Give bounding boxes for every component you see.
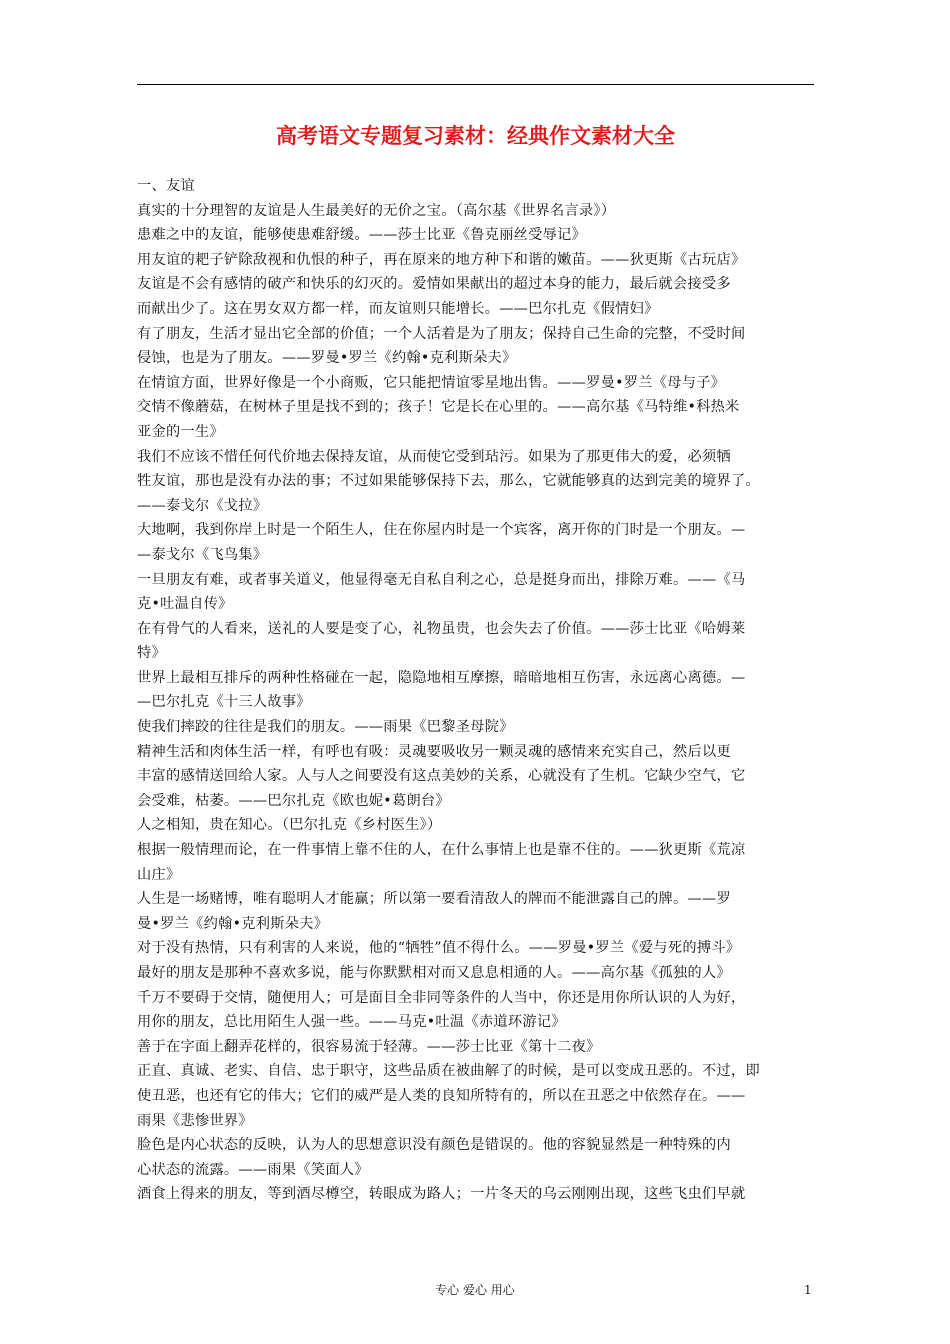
text-line: 在情谊方面，世界好像是一个小商贩，它只能把情谊零星地出售。——罗曼•罗兰《母与子》 <box>137 374 726 391</box>
text-line: 正直、真诚、老实、自信、忠于职守，这些品质在被曲解了的时候，是可以变成丑恶的。不过，即 <box>137 1063 760 1080</box>
header-rule <box>137 84 814 85</box>
footer-motto: 专心 爱心 用心 <box>435 1283 515 1297</box>
text-line: 有了朋友，生活才显出它全部的价值；一个人活着是为了朋友；保持自己生命的完整，不受时间 <box>137 325 746 342</box>
text-line: 脸色是内心状态的反映，认为人的思想意识没有颜色是错误的。他的容貌显然是一种特殊的内 <box>137 1137 731 1154</box>
text-line: 交情不像蘑菇，在树林子里是找不到的；孩子！它是长在心里的。——高尔基《马特维•科热米 <box>137 399 740 416</box>
text-line: 亚金的一生》 <box>137 423 224 440</box>
text-line: 对于没有热情，只有利害的人来说，他的“牺牲”值不得什么。——罗曼•罗兰《爱与死的搏斗》 <box>137 940 741 957</box>
text-line: 用友谊的耙子铲除敌视和仇恨的种子，再在原来的地方种下和谐的嫩苗。——狄更斯《古玩店》 <box>137 251 746 268</box>
text-line: 而献出少了。这在男女双方都一样，而友谊则只能增长。——巴尔扎克《假情妇》 <box>137 300 659 317</box>
text-line: 最好的朋友是那种不喜欢多说，能与你默默相对而又息息相通的人。——高尔基《孤独的人》 <box>137 965 731 981</box>
text-line: 会受难，枯萎。——巴尔扎克《欧也妮•葛朗台》 <box>137 792 450 809</box>
text-line: 千万不要碍于交情，随便用人；可是面目全非同等条件的人当中，你还是用你所认识的人为好， <box>137 989 746 1006</box>
text-line: 世界上最相互排斥的两种性格碰在一起，隐隐地相互摩擦，暗暗地相互伤害，永远离心离德。— <box>137 669 746 686</box>
text-line: 侵蚀，也是为了朋友。——罗曼•罗兰《约翰•克利斯朵夫》 <box>137 350 517 367</box>
text-line: 使我们摔跤的往往是我们的朋友。——雨果《巴黎圣母院》 <box>137 719 514 736</box>
text-line: 善于在字面上翻弄花样的，很容易流于轻薄。——莎士比亚《第十二夜》 <box>137 1038 601 1055</box>
text-line: 大地啊，我到你岸上时是一个陌生人，住在你屋内时是一个宾客，离开你的门时是一个朋友。— <box>137 522 746 539</box>
text-line: 我们不应该不惜任何代价地去保持友谊，从而使它受到玷污。如果为了那更伟大的爱，必须牺 <box>137 448 731 465</box>
text-line: 雨果《悲惨世界》 <box>137 1112 253 1129</box>
text-line: 人之相知，贵在知心。（巴尔扎克《乡村医生》） <box>137 817 442 834</box>
text-line: 酒食上得来的朋友，等到酒尽樽空，转眼成为路人；一片冬天的乌云刚刚出现，这些飞虫们早就 <box>137 1186 746 1203</box>
text-line: 山庄》 <box>137 866 181 883</box>
document-title: 高考语文专题复习素材：经典作文素材大全 <box>276 124 675 148</box>
text-line: 一旦朋友有难，或者事关道义，他显得毫无自私自利之心，总是挺身而出，排除万难。——《马 <box>137 571 746 588</box>
text-line: 心状态的流露。——雨果《笑面人》 <box>137 1161 369 1178</box>
text-line: 特》 <box>137 645 166 662</box>
text-line: 人生是一场赌博，唯有聪明人才能赢；所以第一要看清敌人的牌而不能泄露自己的牌。——罗 <box>137 891 731 908</box>
text-line: 用你的朋友，总比用陌生人强一些。——马克•吐温《赤道环游记》 <box>137 1014 566 1031</box>
text-line: ——泰戈尔《戈拉》 <box>137 497 268 514</box>
page-number: 1 <box>804 1283 812 1297</box>
text-line: 克•吐温自传》 <box>137 596 233 613</box>
text-line: 友谊是不会有感情的破产和快乐的幻灭的。爱情如果献出的超过本身的能力，最后就会接受多 <box>137 276 731 293</box>
page-footer <box>0 1280 950 1300</box>
document-body <box>137 174 819 1207</box>
text-line: 使丑恶，也还有它的伟大；它们的威严是人类的良知所特有的，所以在丑恶之中依然存在。—— <box>137 1087 746 1104</box>
text-line: 曼•罗兰《约翰•克利斯朵夫》 <box>137 915 329 932</box>
text-line: 真实的十分理智的友谊是人生最美好的无价之宝。（高尔基《世界名言录》） <box>137 202 616 219</box>
text-line: 根据一般情理而论，在一件事情上靠不住的人，在什么事情上也是靠不住的。——狄更斯《荒凉 <box>137 842 746 859</box>
text-line: 丰富的感情送回给人家。人与人之间要没有这点美妙的关系，心就没有了生机。它缺少空气，它 <box>137 768 746 785</box>
text-line: 牲友谊，那也是没有办法的事；不过如果能够保持下去，那么，它就能够真的达到完美的境界了。 <box>137 473 760 490</box>
text-line: —泰戈尔《飞鸟集》 <box>137 546 268 563</box>
text-line: 患难之中的友谊，能够使患难舒缓。——莎士比亚《鲁克丽丝受辱记》 <box>137 227 587 244</box>
section-heading: 一、友谊 <box>137 178 195 194</box>
text-line: 在有骨气的人看来，送礼的人要是变了心，礼物虽贵，也会失去了价值。——莎士比亚《哈姆莱 <box>137 620 746 637</box>
text-line: —巴尔扎克《十三人故事》 <box>137 694 311 711</box>
text-line: 精神生活和肉体生活一样，有呼也有吸：灵魂要吸收另一颗灵魂的感情来充实自己，然后以更 <box>137 743 731 760</box>
